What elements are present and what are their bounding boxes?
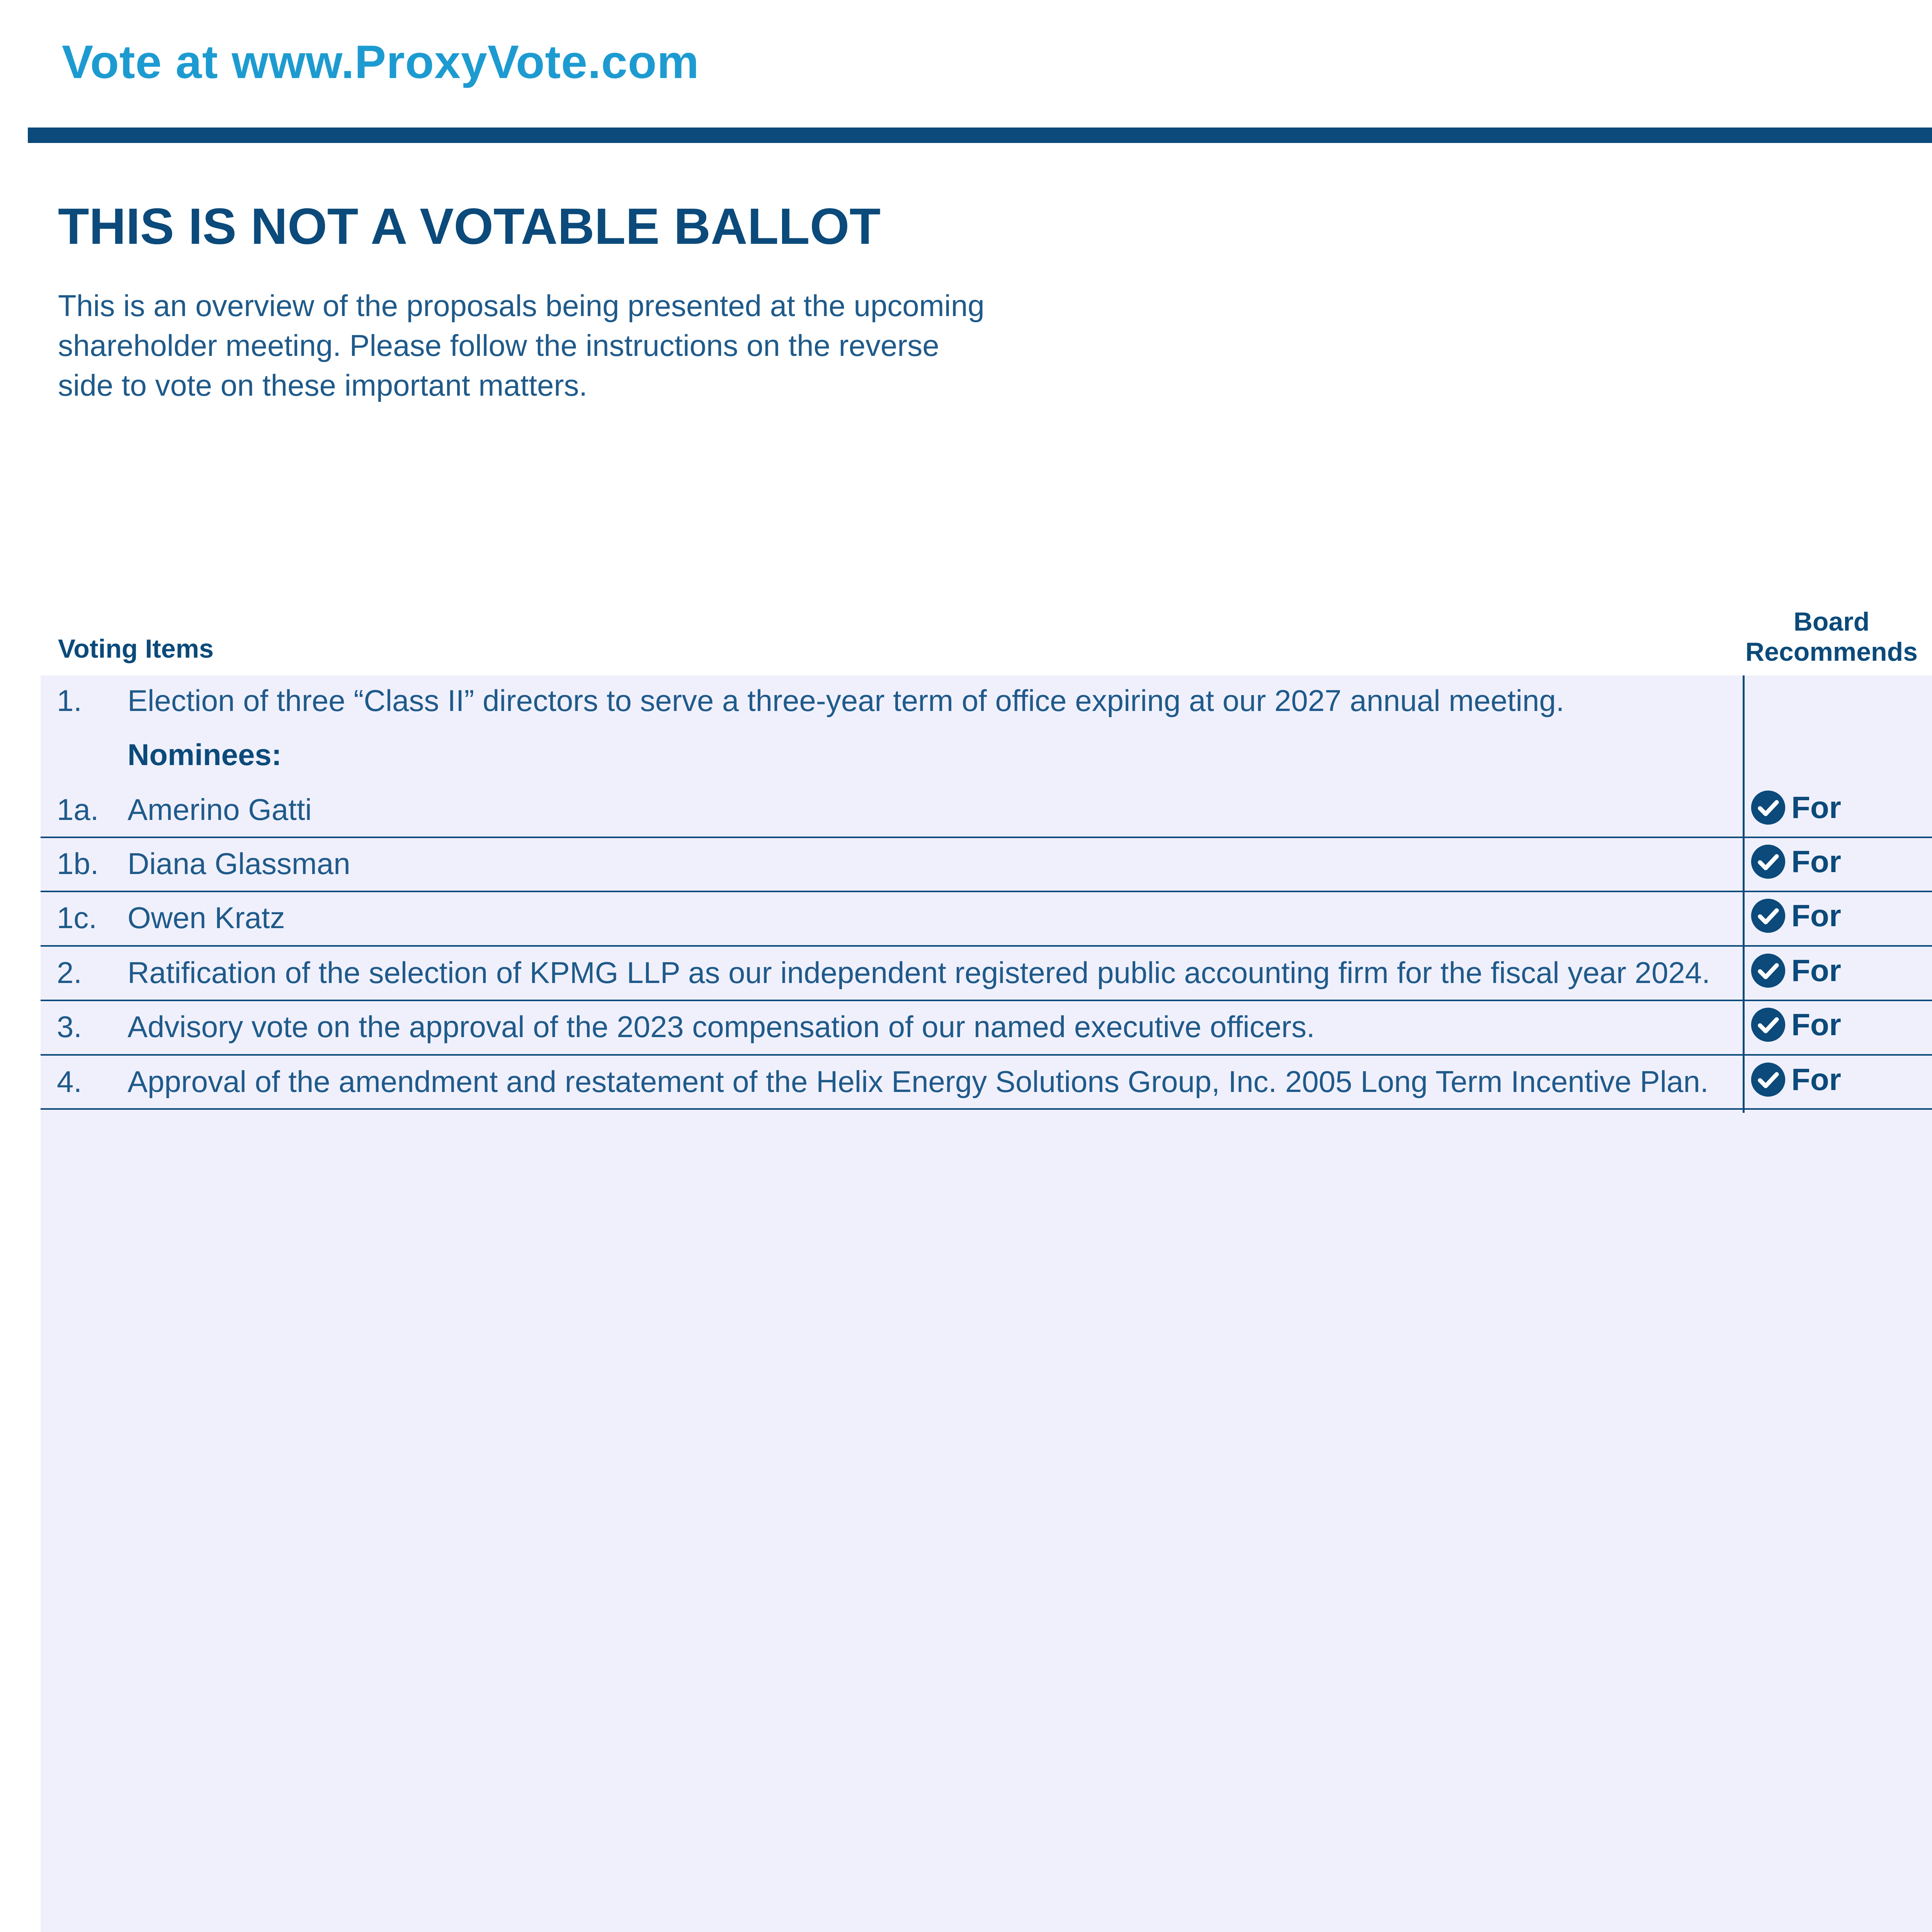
item-number: 4. (57, 1065, 82, 1099)
item-text: Diana Glassman (128, 847, 350, 881)
recommendation-label: For (1791, 1062, 1841, 1097)
check-circle-icon (1750, 1007, 1786, 1043)
item-number: 3. (57, 1010, 82, 1044)
board-recommendation (1750, 898, 1841, 934)
board-recommends-header (1739, 607, 1924, 667)
item-number: 1c. (57, 901, 97, 935)
recommendation-label: For (1791, 953, 1841, 988)
item-text: Owen Kratz (128, 901, 285, 935)
header-divider (28, 128, 1932, 143)
recommendation-label: For (1791, 1007, 1841, 1042)
row-divider (41, 1108, 1932, 1110)
check-circle-icon (1750, 1062, 1786, 1097)
board-recommends-header-line1: Board (1793, 607, 1870, 636)
item-text: Election of three “Class II” directors to serve a three-year term of office expiring at our 2027 annual meeting. (128, 684, 1565, 718)
board-recommendation (1750, 1007, 1841, 1043)
board-recommendation (1750, 953, 1841, 988)
row-divider (41, 945, 1932, 947)
board-column-divider (1743, 675, 1745, 1113)
board-recommends-header-line2: Recommends (1745, 637, 1918, 667)
item-number: 1. (57, 684, 82, 718)
board-recommendation (1750, 844, 1841, 879)
check-circle-icon (1750, 790, 1786, 825)
item-text: Advisory vote on the approval of the 2023 compensation of our named executive officers. (128, 1010, 1315, 1044)
recommendation-label: For (1791, 790, 1841, 825)
item-number: 2. (57, 956, 82, 990)
recommendation-label: For (1791, 844, 1841, 879)
item-text: Amerino Gatti (128, 793, 312, 827)
item-text: Ratification of the selection of KPMG LLP as our independent registered public accounting firm for the fiscal year 2024. (128, 956, 1710, 990)
board-recommendation (1750, 790, 1841, 825)
page-title: THIS IS NOT A VOTABLE BALLOT (58, 198, 881, 255)
row-divider (41, 1000, 1932, 1001)
intro-paragraph: This is an overview of the proposals being presented at the upcoming shareholder meeting. Please follow the instructions on the reverse side to vote on these important matters. (58, 289, 985, 402)
board-recommendation (1750, 1062, 1841, 1097)
item-number: 1a. (57, 793, 99, 827)
row-divider (41, 837, 1932, 838)
nominees-label: Nominees: (128, 738, 282, 772)
check-circle-icon (1750, 898, 1786, 934)
recommendation-label: For (1791, 898, 1841, 933)
row-divider (41, 1054, 1932, 1056)
item-number: 1b. (57, 847, 99, 881)
row-divider (41, 891, 1932, 892)
voting-items-header: Voting Items (58, 634, 214, 663)
vote-url-header: Vote at www.ProxyVote.com (62, 36, 699, 88)
check-circle-icon (1750, 953, 1786, 988)
item-text: Approval of the amendment and restatement of the Helix Energy Solutions Group, Inc. 2005 Long Term Incentive Plan. (128, 1065, 1709, 1099)
check-circle-icon (1750, 844, 1786, 879)
